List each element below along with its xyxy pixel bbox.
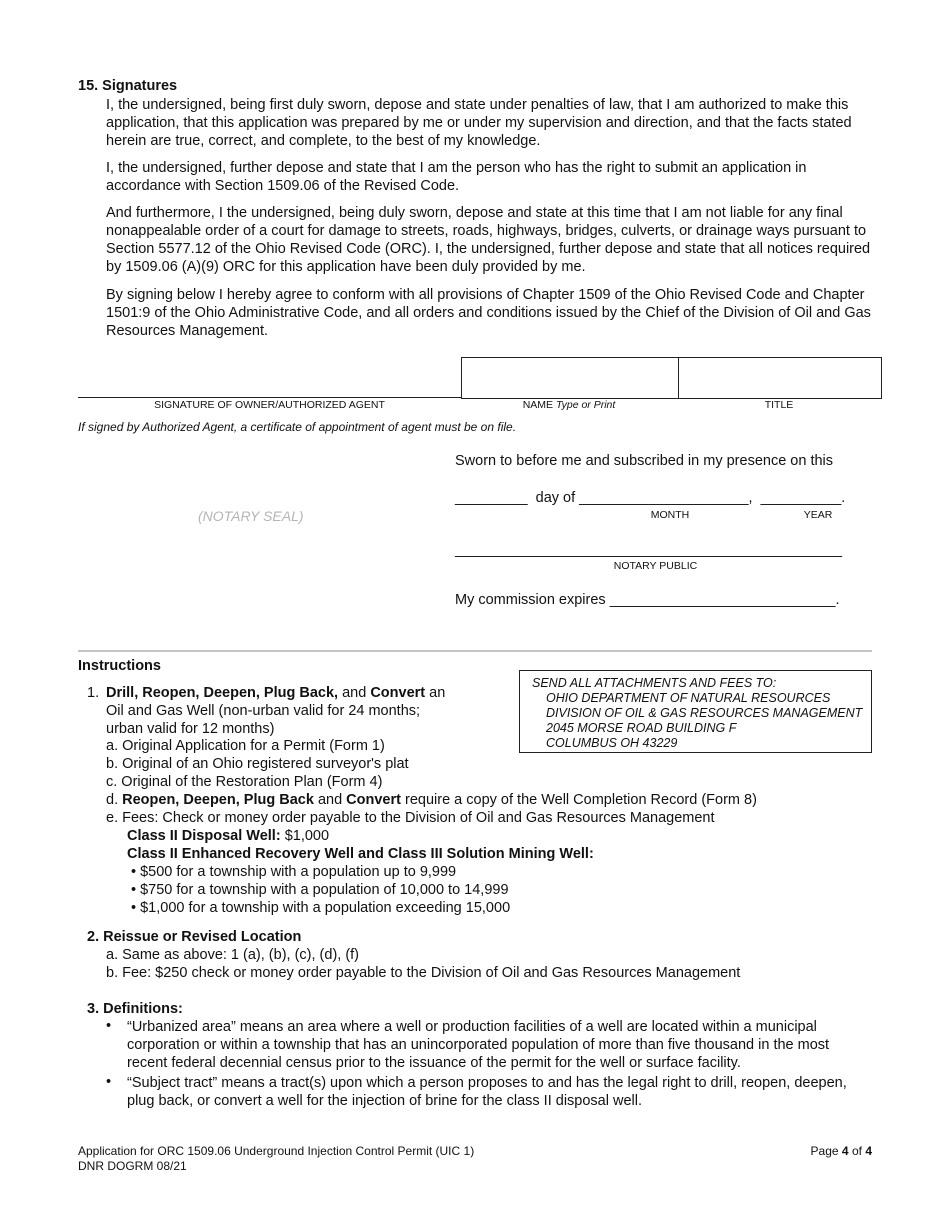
definition-subject-tract: “Subject tract” means a tract(s) upon which a person proposes to and has the legal right to drill, reopen, deepen, plug back, or convert a well for the injection of brine for the class II disposal well. [127, 1075, 847, 1109]
item-2-title: 2. Reissue or Revised Location [87, 929, 302, 945]
send-to-line: OHIO DEPARTMENT OF NATURAL RESOURCES [546, 691, 831, 705]
definition-bullet-2: • [106, 1074, 112, 1090]
item-3-title: 3. Definitions: [87, 1001, 183, 1017]
item-1c: c. Original of the Restoration Plan (Form 4) [106, 774, 383, 790]
item-1a: a. Original Application for a Permit (Form 1) [106, 738, 385, 754]
signature-paragraph-2: I, the undersigned, further depose and state that I am the person who has the right to submit an application in accordance with Section 1509.06 of the Revised Code. [106, 160, 807, 194]
send-to-line: COLUMBUS OH 43229 [546, 736, 678, 750]
page-number: Page 4 of 4 [810, 1144, 872, 1158]
item-1d: d. Reopen, Deepen, Plug Back and Convert require a copy of the Well Completion Record (Form 8) [106, 792, 757, 808]
send-to-line: DIVISION OF OIL & GAS RESOURCES MANAGEMENT [546, 706, 863, 720]
signature-paragraph-4: By signing below I hereby agree to conform with all provisions of Chapter 1509 of the Ohio Revised Code and Chapter 1501:9 of the Ohio Administrative Code, and all orders and conditions issued by the Chief of the Division of Oil and Gas Resources Management. [106, 287, 871, 339]
item-1-line-2: Oil and Gas Well (non-urban valid for 24 months; [106, 703, 421, 719]
name-label: NAME Type or Print [522, 399, 616, 411]
fee-bullet: • $750 for a township with a population of 10,000 to 14,999 [131, 882, 509, 898]
fee-bullet: • $500 for a township with a population up to 9,999 [131, 864, 457, 880]
notary-public-line[interactable]: ________________________________________________ [455, 542, 843, 558]
item-1b: b. Original of an Ohio registered surveyor's plat [106, 756, 409, 772]
definition-urbanized-area: “Urbanized area” means an area where a well or production facilities of a well are located within a municipal corporation or within a township that has an unincorporated population of more than five thousand in the most recent federal decennial census prior to the issuance of the permit for the well or surface facility. [127, 1019, 830, 1071]
fee-bullet: • $1,000 for a township with a population exceeding 15,000 [131, 900, 511, 916]
notary-public-label: NOTARY PUBLIC [613, 560, 698, 572]
title-field[interactable] [678, 357, 882, 399]
item-1e: e. Fees: Check or money order payable to the Division of Oil and Gas Resources Management [106, 810, 715, 826]
name-hint: Type or Print [555, 399, 616, 411]
send-to-line: 2045 MORSE ROAD BUILDING F [546, 721, 737, 735]
definition-bullet-1: • [106, 1018, 112, 1034]
year-label: YEAR [803, 509, 833, 521]
send-to-box [519, 670, 872, 753]
year-blank[interactable]: __________. [760, 490, 846, 506]
signature-paragraph-3: And furthermore, I the undersigned, being duly sworn, depose and state at this time that I am not liable for any final nonappealable order of a court for damage to streets, roads, highways, bridges, culverts, or drainage ways pursuant to Section 5577.12 of the Ohio Revised Code (ORC). I, the undersigned, further depose and state that all notices required by 1509.06 (A)(9) ORC for this application have been duly provided by me. [106, 205, 871, 275]
footer-form-code: DNR DOGRM 08/21 [78, 1159, 187, 1173]
sworn-statement: Sworn to before me and subscribed in my presence on this [455, 453, 834, 469]
send-to-heading: SEND ALL ATTACHMENTS AND FEES TO: [532, 676, 777, 690]
commission-line: My commission expires ____________________________. [455, 592, 840, 608]
day-of-text: day of [535, 490, 576, 506]
commission-blank[interactable]: ____________________________. [609, 592, 840, 608]
class-2-disposal-fee: Class II Disposal Well: $1,000 [127, 828, 330, 844]
item-1-line-3: urban valid for 12 months) [106, 721, 275, 737]
item-2b: b. Fee: $250 check or money order payable to the Division of Oil and Gas Resources Management [106, 965, 741, 981]
footer-form-title: Application for ORC 1509.06 Underground Injection Control Permit (UIC 1) [78, 1144, 475, 1158]
item-1-title: Drill, Reopen, Deepen, Plug Back, and Convert an [106, 685, 446, 701]
month-blank[interactable]: _____________________, [579, 490, 753, 506]
signature-label: SIGNATURE OF OWNER/AUTHORIZED AGENT [154, 399, 385, 411]
instructions-title: Instructions [78, 658, 161, 674]
item-1-number: 1. [87, 685, 100, 701]
date-line [455, 490, 845, 506]
item-2a: a. Same as above: 1 (a), (b), (c), (d), (f) [106, 947, 360, 963]
section-15-title: 15. Signatures [78, 78, 178, 94]
day-blank[interactable]: _________ [455, 490, 528, 506]
signature-paragraph-1: I, the undersigned, being first duly sworn, depose and state under penalties of law, that I am authorized to make this application, that this application was prepared by me or under my supervision and direction, and that the facts stated herein are true, correct, and complete, to the best of my knowledge. [106, 97, 852, 149]
month-label: MONTH [650, 509, 690, 521]
name-field[interactable] [461, 357, 679, 399]
title-label: TITLE [764, 399, 794, 411]
signature-line[interactable] [78, 397, 461, 398]
agent-note: If signed by Authorized Agent, a certificate of appointment of agent must be on file. [78, 420, 517, 434]
notary-seal: (NOTARY SEAL) [198, 508, 304, 524]
enhanced-recovery-label: Class II Enhanced Recovery Well and Class III Solution Mining Well: [127, 846, 594, 862]
section-divider [78, 650, 872, 652]
